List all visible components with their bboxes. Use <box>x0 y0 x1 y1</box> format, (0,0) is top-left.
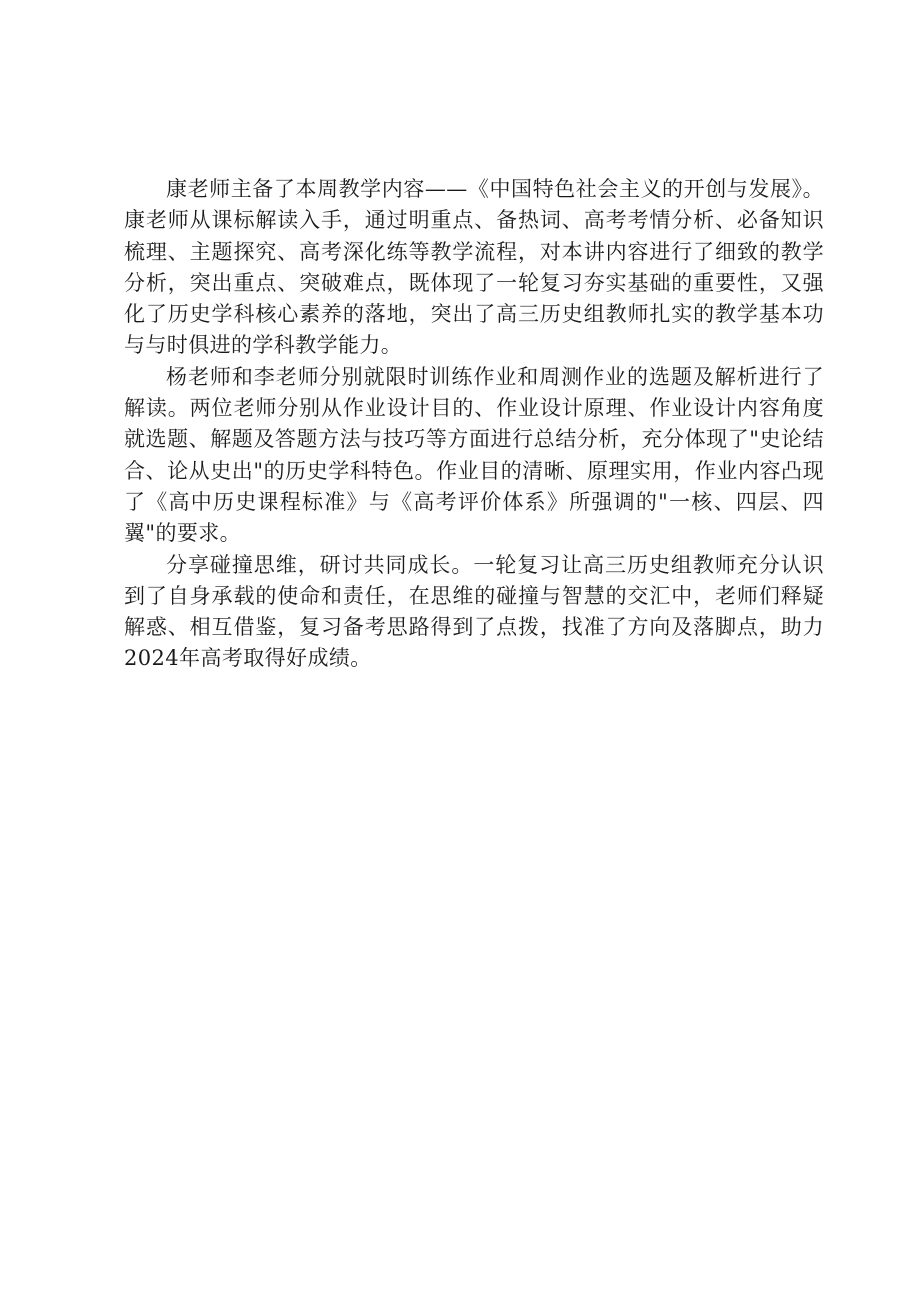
paragraph-homework-analysis: 杨老师和李老师分别就限时训练作业和周测作业的选题及解析进行了解读。两位老师分别从作业设计目的、作业设计原理、作业设计内容角度就选题、解题及答题方法与技巧等方面进行总结分析，充分体现了"史论结合、论从史出"的历史学科特色。作业目的清晰、原理实用，作业内容凸现了《高中历史课程标准》与《高考评价体系》所强调的"一核、四层、四翼"的要求。 <box>124 364 824 546</box>
paragraph-lesson-prep: 康老师主备了本周教学内容——《中国特色社会主义的开创与发展》。康老师从课标解读入手，通过明重点、备热词、高考考情分析、必备知识梳理、主题探究、高考深化练等教学流程，对本讲内容进行了细致的教学分析，突出重点、突破难点，既体现了一轮复习夯实基础的重要性，又强化了历史学科核心素养的落地，突出了高三历史组教师扎实的教学基本功与与时俱进的学科教学能力。 <box>124 177 824 358</box>
paragraph-summary: 分享碰撞思维，研讨共同成长。一轮复习让高三历史组教师充分认识到了自身承载的使命和责任，在思维的碰撞与智慧的交汇中，老师们释疑解惑、相互借鉴，复习备考思路得到了点拨，找准了方向及落脚点，助力2024年高考取得好成绩。 <box>124 552 824 671</box>
document-body <box>124 174 824 675</box>
